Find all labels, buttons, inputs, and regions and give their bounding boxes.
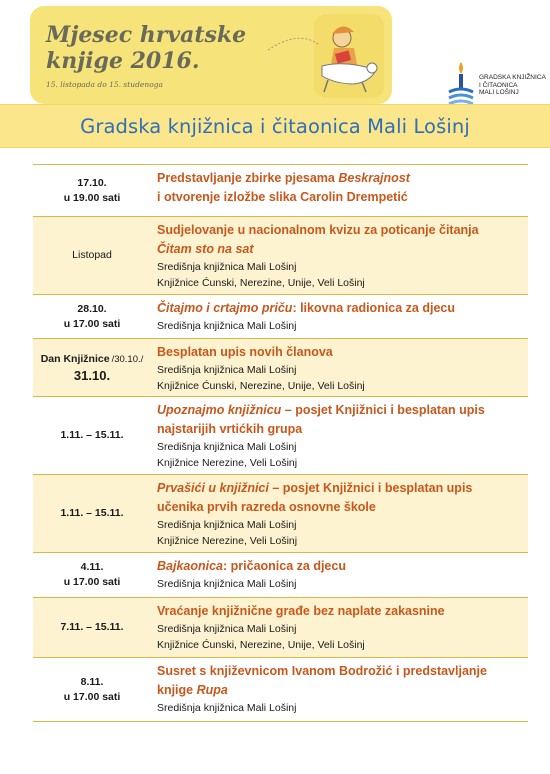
event-title-text: Predstavljanje zbirke pjesama xyxy=(157,171,339,185)
time-line: u 17.00 sati xyxy=(63,317,121,330)
event-location: Središnja knjižnica Mali Lošinj xyxy=(157,623,297,635)
event-title-text: Vraćanje knjižnične građe bez naplate zakasnine xyxy=(157,604,445,618)
time-line: u 17.00 sati xyxy=(63,576,121,588)
banner-subtitle: 15. listopada do 15. studenoga xyxy=(46,80,163,89)
event-title-italic: Bajkaonica xyxy=(157,559,224,573)
event-title xyxy=(157,240,524,259)
event-location: Knjižnice Ćunski, Nerezine, Unije, Veli Lošinj xyxy=(157,639,365,651)
date-line: 7.11. – 15.11. xyxy=(60,621,124,633)
event-location: Središnja knjižnica Mali Lošinj xyxy=(157,702,297,714)
library-logo-text xyxy=(479,74,549,97)
library-logo-icon xyxy=(447,62,475,108)
date-line: 4.11. xyxy=(80,561,104,573)
event-title xyxy=(157,401,524,420)
event-date xyxy=(33,397,151,474)
event-title-italic: Rupa xyxy=(196,683,228,697)
event-location: Knjižnice Nerezine, Veli Lošinj xyxy=(157,535,298,547)
event-title-text: knjige xyxy=(157,683,197,697)
event-title-text: : pričaonica za djecu xyxy=(223,559,346,573)
event-title-text: i otvorenje izložbe slika Carolin Drempetić xyxy=(157,190,408,204)
table-row xyxy=(33,658,528,722)
title-bar xyxy=(0,104,550,148)
banner-title-line2: knjige 2016. xyxy=(46,48,200,74)
event-title-text: : likovna radionica za djecu xyxy=(292,301,456,315)
event-title-italic: Prvašići u knjižnici xyxy=(157,481,269,495)
event-title-text: najstarijih vrtićkih grupa xyxy=(157,422,303,436)
event-title-text: Susret s književnicom Ivanom Bodrožić i predstavljanje xyxy=(157,664,487,678)
event-details xyxy=(151,598,528,657)
event-details xyxy=(151,397,528,474)
event-title xyxy=(157,169,524,188)
event-title xyxy=(157,557,524,576)
event-title-text: Besplatan upis novih članova xyxy=(157,345,333,359)
event-details xyxy=(151,295,528,338)
page-title: Gradska knjižnica i čitaonica Mali Lošinj xyxy=(80,114,470,138)
logo-line1: GRADSKA KNJIŽNICA xyxy=(479,74,546,81)
event-title xyxy=(157,299,524,318)
event-title-text: učenika prvih razreda osnovne škole xyxy=(157,500,376,514)
event-title xyxy=(157,221,524,240)
event-location: Knjižnice Ćunski, Nerezine, Unije, Veli Lošinj xyxy=(157,277,365,289)
event-title-italic: Upoznajmo knjižnicu xyxy=(157,403,282,417)
event-title-text: – posjet Knjižnici i besplatan upis xyxy=(268,481,473,495)
time-line: u 17.00 sati xyxy=(63,690,121,703)
table-row xyxy=(33,165,528,217)
logo-line2: I ČITAONICA xyxy=(479,81,518,89)
event-date xyxy=(33,295,151,338)
date-line xyxy=(41,352,144,367)
date-label: Dan Knjižnice xyxy=(40,352,110,365)
event-title-italic: Čitam sto na sat xyxy=(157,242,254,256)
event-title xyxy=(157,498,524,517)
table-row xyxy=(33,339,528,397)
date-line: 8.11. xyxy=(80,675,104,688)
event-title xyxy=(157,343,524,362)
event-location: Središnja knjižnica Mali Lošinj xyxy=(157,364,297,376)
table-row xyxy=(33,397,528,475)
table-row xyxy=(33,553,528,598)
table-row xyxy=(33,475,528,553)
event-details xyxy=(151,553,528,597)
event-title xyxy=(157,662,524,681)
event-title-text: – posjet Knjižnici i besplatan upis xyxy=(281,403,485,417)
events-table xyxy=(33,164,528,722)
banner-title-line1: Mjesec hrvatske xyxy=(46,22,247,48)
date-main: 31.10. xyxy=(73,367,111,383)
table-row xyxy=(33,217,528,295)
event-title xyxy=(157,479,524,498)
event-date xyxy=(33,475,151,552)
date-line: 1.11. – 15.11. xyxy=(60,507,124,519)
event-location: Središnja knjižnica Mali Lošinj xyxy=(157,261,297,273)
event-date xyxy=(33,339,151,396)
event-location: Središnja knjižnica Mali Lošinj xyxy=(157,441,297,453)
header-banner xyxy=(30,6,392,104)
date-line: 17.10. xyxy=(77,176,107,189)
event-title xyxy=(157,188,524,207)
time-line: u 19.00 sati xyxy=(63,191,121,204)
event-details xyxy=(151,475,528,552)
event-date xyxy=(33,658,151,721)
event-title-italic: Beskrajnost xyxy=(338,171,410,185)
event-title xyxy=(157,602,524,621)
event-location: Knjižnice Nerezine, Veli Lošinj xyxy=(157,457,298,469)
event-title xyxy=(157,681,524,700)
date-line: 1.11. – 15.11. xyxy=(60,429,124,441)
event-date xyxy=(33,553,151,597)
event-location: Središnja knjižnica Mali Lošinj xyxy=(157,519,297,531)
event-title-italic: Čitajmo i crtajmo priču xyxy=(157,301,293,315)
event-details xyxy=(151,339,528,396)
date-alt: /30.10./ xyxy=(111,353,144,365)
table-row xyxy=(33,598,528,658)
event-details xyxy=(151,658,528,721)
event-date xyxy=(33,217,151,294)
event-location: Središnja knjižnica Mali Lošinj xyxy=(157,578,297,590)
date-line: 28.10. xyxy=(77,302,107,315)
event-date xyxy=(33,598,151,657)
event-date xyxy=(33,165,151,216)
logo-line3: MALI LOŠINJ xyxy=(479,89,519,96)
event-details xyxy=(151,165,528,216)
event-title-text: Sudjelovanje u nacionalnom kvizu za poticanje čitanja xyxy=(157,223,479,237)
date-line: Listopad xyxy=(72,249,112,261)
event-title xyxy=(157,420,524,439)
event-details xyxy=(151,217,528,294)
table-row xyxy=(33,295,528,339)
event-location: Knjižnice Ćunski, Nerezine, Unije, Veli Lošinj xyxy=(157,380,365,392)
reading-girl-dog-illustration-icon xyxy=(258,10,388,102)
event-location: Središnja knjižnica Mali Lošinj xyxy=(157,320,297,332)
